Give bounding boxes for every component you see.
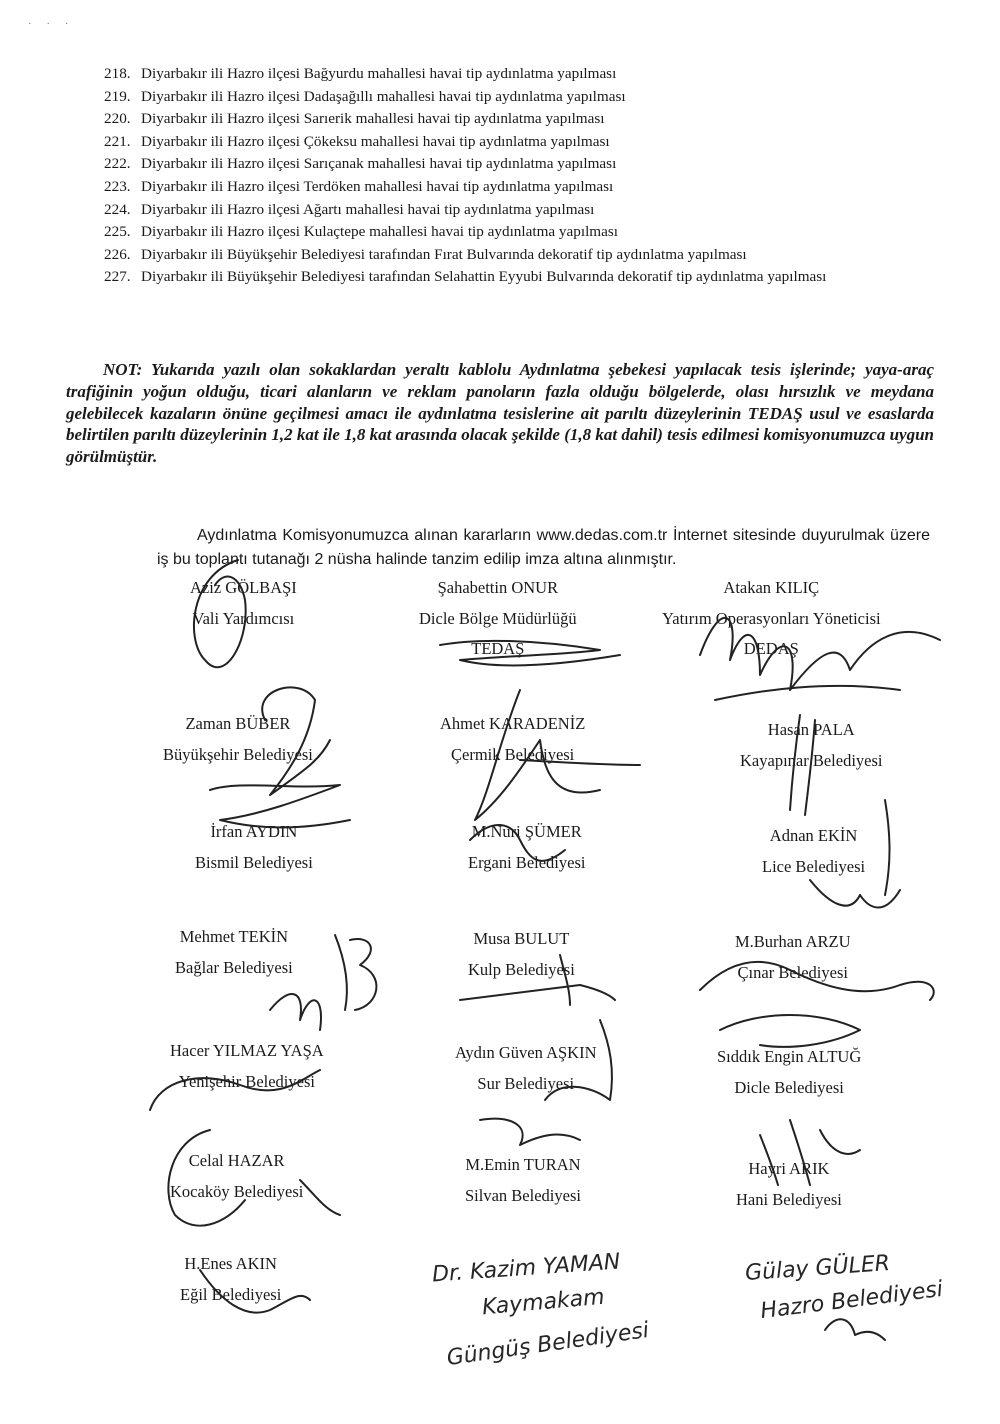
item-text: Diyarbakır ili Hazro ilçesi Dadaşağıllı mahallesi havai tip aydınlatma yapılması — [141, 87, 626, 105]
signatory-block — [180, 1254, 281, 1305]
signatory-block — [736, 1159, 842, 1210]
signatory-block — [170, 1151, 303, 1202]
signatory-title: Dicle Belediyesi — [734, 1078, 844, 1097]
item-number: 219. — [104, 87, 131, 105]
signatory-title: Yatırım Operasyonları Yöneticisi — [662, 609, 881, 628]
signatory-title: Ergani Belediyesi — [468, 853, 586, 872]
signatory-org: TEDAŞ — [471, 639, 525, 658]
signatory-title: Silvan Belediyesi — [465, 1186, 581, 1205]
signature-mark — [480, 1119, 580, 1145]
handwritten-org: Hazro Belediyesi — [759, 1276, 945, 1325]
signatory-name: Hayri ARIK — [748, 1159, 830, 1178]
signatory-name: M.Burhan ARZU — [735, 932, 851, 951]
item-number: 220. — [104, 110, 131, 128]
signatory-name: Hasan PALA — [767, 720, 855, 739]
signatory-name: Atakan KILIÇ — [723, 578, 820, 597]
signature-mark — [720, 1015, 860, 1047]
signature-mark — [270, 994, 321, 1030]
item-number: 218. — [104, 65, 131, 82]
signatory-block — [717, 1047, 861, 1098]
item-number: 224. — [104, 200, 131, 218]
signatory-title: Kayapınar Belediyesi — [740, 751, 883, 770]
signatory-title: Eğil Belediyesi — [180, 1285, 282, 1304]
signatory-name: Zaman BÜBER — [185, 714, 291, 733]
signatory-org: DEDAŞ — [743, 639, 799, 658]
item-number: 222. — [104, 155, 131, 173]
signature-mark — [715, 686, 900, 700]
signatory-name: Şahabettin ONUR — [437, 578, 559, 597]
signatory-block — [170, 1041, 324, 1092]
list-item — [104, 199, 934, 222]
list-item — [104, 244, 934, 267]
item-text: Diyarbakır ili Büyükşehir Belediyesi tarafından Fırat Bulvarında dekoratif tip aydınlatma yapılması — [141, 245, 747, 263]
signatory-block — [662, 578, 881, 659]
signature-mark — [335, 935, 376, 1010]
signatory-title: Lice Belediyesi — [762, 857, 866, 876]
signatory-block — [195, 822, 313, 873]
item-list — [104, 63, 934, 289]
signatory-block — [468, 929, 575, 980]
signature-mark — [300, 1180, 340, 1215]
signatory-title: Yenişehir Belediyesi — [178, 1072, 315, 1091]
signatory-name: M.Emin TURAN — [465, 1155, 581, 1174]
signatory-name: Hacer YILMAZ YAŞA — [170, 1041, 324, 1060]
signatory-name: Aziz GÖLBAŞI — [190, 578, 297, 597]
signatory-block — [762, 826, 865, 877]
signatory-title: Hani Belediyesi — [736, 1190, 842, 1209]
item-number: 225. — [104, 223, 131, 241]
item-text: Diyarbakır ili Hazro ilçesi Kulaçtepe mahallesi havai tip aydınlatma yapılması — [141, 223, 618, 241]
signatory-title: Bismil Belediyesi — [195, 853, 313, 872]
signatory-title: Büyükşehir Belediyesi — [163, 745, 313, 764]
signatory-block — [163, 714, 313, 765]
signatory-title: Sur Belediyesi — [477, 1074, 575, 1093]
signatory-name: Mehmet TEKİN — [179, 927, 289, 946]
item-number: 227. — [104, 268, 131, 286]
signatory-block — [175, 927, 293, 978]
item-number: 226. — [104, 245, 131, 263]
item-text: Diyarbakır ili Hazro ilçesi Bağyurdu mahallesi havai tip aydınlatma yapılması — [141, 65, 617, 82]
list-item — [104, 131, 934, 154]
signatory-block — [440, 714, 585, 765]
signatory-name: Celal HAZAR — [188, 1151, 285, 1170]
item-text: Diyarbakır ili Hazro ilçesi Çökeksu mahallesi havai tip aydınlatma yapılması — [141, 132, 610, 150]
item-number: 223. — [104, 177, 131, 195]
signatory-title: Çınar Belediyesi — [737, 963, 848, 982]
item-text: Diyarbakır ili Hazro ilçesi Sarıçanak mahallesi havai tip aydınlatma yapılması — [141, 155, 617, 173]
signatory-name: Ahmet KARADENİZ — [440, 714, 586, 733]
list-item — [104, 176, 934, 199]
signatory-name: M.Nuri ŞÜMER — [471, 822, 582, 841]
signatory-block — [465, 1155, 581, 1206]
list-item — [104, 86, 934, 109]
list-item — [104, 108, 934, 131]
intro-paragraph: Aydınlatma Komisyonumuzca alınan kararların www.dedas.com.tr İnternet sitesinde duyurulmak üzere iş bu toplantı tutanağı 2 nüsha halinde tanzim edilip imza altına alınmıştır. — [157, 527, 930, 568]
signatory-title: Bağlar Belediyesi — [175, 958, 293, 977]
item-text: Diyarbakır ili Hazro ilçesi Ağartı mahallesi havai tip aydınlatma yapılması — [141, 200, 595, 218]
signatory-name: H.Enes AKIN — [184, 1254, 277, 1273]
signatory-name: Sıddık Engin ALTUĞ — [717, 1047, 862, 1066]
list-item — [104, 221, 934, 244]
signatory-name: Aydın Güven AŞKIN — [455, 1043, 597, 1062]
item-text: Diyarbakır ili Hazro ilçesi Sarıerik mahallesi havai tip aydınlatma yapılması — [141, 110, 605, 128]
signatory-block — [735, 932, 851, 983]
note-paragraph: NOT: Yukarıda yazılı olan sokaklardan yeraltı kablolu Aydınlatma şebekesi yapılacak tesis işlerinde; yaya-araç trafiğinin yoğun olduğu, ticari alanların ve reklam panoların fazla olduğu bölgelerde, olası hırsızlık ve meydana gelebilecek kazaların önüne geçilmesi amacı ile aydınlatma tesislerine ait parıltı düzeylerinin TEDAŞ usul ve esaslarda belirtilen parıltı düzeylerinin 1,2 kat ile 1,8 kat arasında olacak şekilde (1,8 kat dahil) tesis edilmesi komisyonumuzca uygun görülmüştür. — [66, 360, 934, 467]
signatory-block — [740, 720, 883, 771]
signatory-title: Vali Yardımcısı — [192, 609, 295, 628]
handwritten-title: Kaymakam — [481, 1284, 606, 1321]
signature-mark — [825, 1319, 885, 1340]
handwritten-name: Gülay GÜLER — [744, 1250, 891, 1287]
signatory-title: Çermik Belediyesi — [451, 745, 575, 764]
signatory-block — [455, 1043, 596, 1094]
signatory-title: Kocaköy Belediyesi — [170, 1182, 304, 1201]
signatory-title: Kulp Belediyesi — [468, 960, 575, 979]
handwritten-name: Dr. Kazim YAMAN — [431, 1249, 622, 1288]
list-item — [104, 153, 934, 176]
handwritten-org: Güngüş Belediyesi — [445, 1317, 651, 1372]
item-text: Diyarbakır ili Büyükşehir Belediyesi tarafından Selahattin Eyyubi Bulvarında dekoratif tip aydınlatma yapılması — [141, 268, 827, 286]
signatory-title: Dicle Bölge Müdürlüğü — [419, 609, 577, 628]
item-number: 221. — [104, 132, 131, 150]
list-item — [104, 266, 934, 289]
signatory-block — [468, 822, 585, 873]
list-item — [104, 63, 934, 86]
signatory-block — [419, 578, 577, 659]
signatory-name: Adnan EKİN — [769, 826, 858, 845]
scan-specks: · · · — [28, 18, 75, 30]
item-text: Diyarbakır ili Hazro ilçesi Terdöken mahallesi havai tip aydınlatma yapılması — [141, 177, 614, 195]
signatory-block — [190, 578, 297, 629]
signatory-name: Musa BULUT — [473, 929, 570, 948]
signatory-name: İrfan AYDIN — [210, 822, 298, 841]
